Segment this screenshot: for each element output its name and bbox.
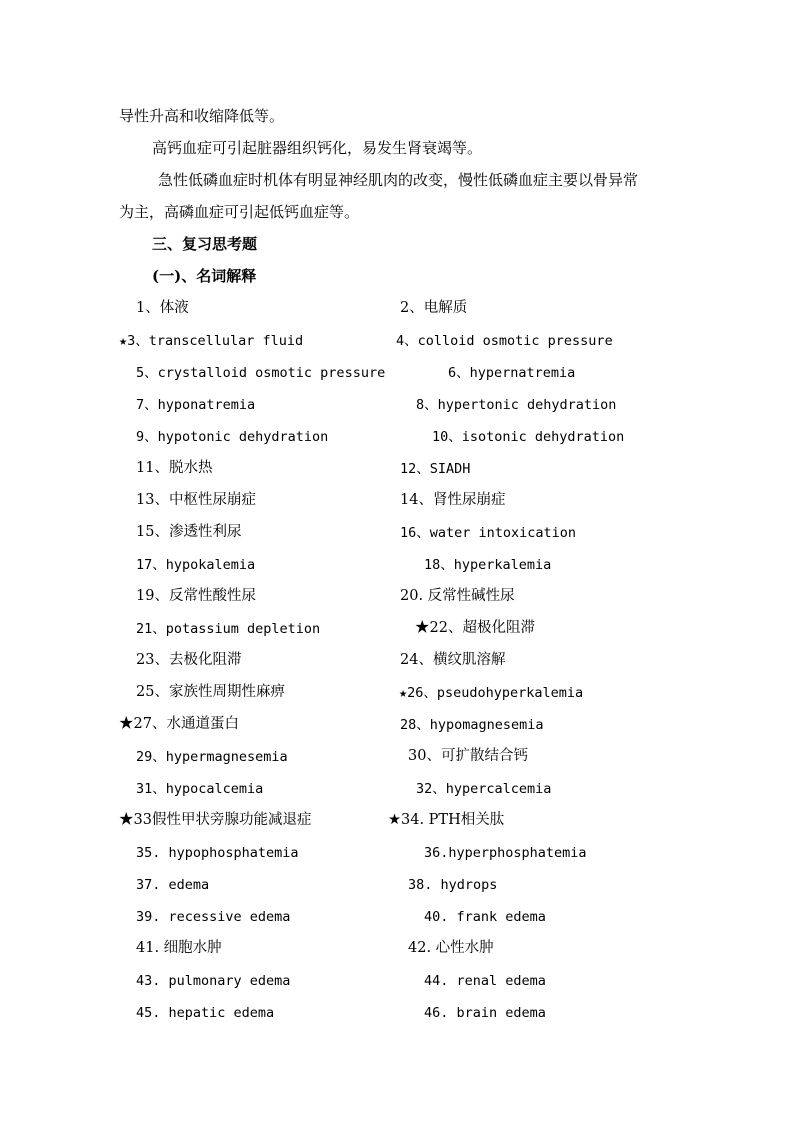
term-item: 38. hydrops [408,877,498,893]
term-item: 2、电解质 [400,300,468,316]
term-item: 31、hypocalcemia [136,781,264,797]
term-item: 43. pulmonary edema [136,973,291,989]
subsection-heading: (一)、名词解释 [152,267,257,285]
term-item: 40. frank edema [424,909,546,925]
term-item: 30、可扩散结合钙 [408,748,528,764]
term-item: 17、hypokalemia [136,557,256,573]
term-item: ★27、水通道蛋白 [119,716,239,732]
term-item: 8、hypertonic dehydration [416,397,617,413]
term-item: 37. edema [136,877,210,893]
term-item: ★34. PTH相关肽 [388,812,505,828]
paragraph-line: 急性低磷血症时机体有明显神经肌肉的改变，慢性低磷血症主要以骨异常 [158,171,639,189]
term-item: ★3、transcellular fluid [119,333,304,349]
paragraph-line: 高钙血症可引起脏器组织钙化，易发生肾衰竭等。 [152,139,483,157]
term-item: 35. hypophosphatemia [136,845,299,861]
paragraph-line: 为主，高磷血症可引起低钙血症等。 [119,203,360,221]
paragraph-line: 导性升高和收缩降低等。 [119,107,285,125]
term-item: 7、hyponatremia [136,397,256,413]
term-item: 39. recessive edema [136,909,291,925]
term-item: 5、crystalloid osmotic pressure [136,365,386,381]
term-item: 15、渗透性利尿 [136,524,242,540]
term-item: 6、hypernatremia [448,365,576,381]
term-item: 23、去极化阻滞 [136,652,242,668]
term-item: 16、water intoxication [400,525,577,541]
term-item: 32、hypercalcemia [416,781,552,797]
term-item: 36.hyperphosphatemia [424,845,587,861]
term-item: 4、colloid osmotic pressure [396,333,613,349]
term-item: 9、hypotonic dehydration [136,429,329,445]
term-item: 12、SIADH [400,461,471,477]
term-item: 14、肾性尿崩症 [400,492,506,508]
term-item: 19、反常性酸性尿 [136,588,256,604]
term-item: ★22、超极化阻滞 [415,620,535,636]
term-item: 20. 反常性碱性尿 [400,588,515,604]
term-item: 13、中枢性尿崩症 [136,492,256,508]
section-heading: 三、复习思考题 [152,235,258,253]
term-item: 44. renal edema [424,973,546,989]
term-item: 28、hypomagnesemia [400,717,544,733]
term-item: 11、脱水热 [136,460,213,476]
term-item: 42. 心性水肿 [408,940,494,956]
term-item: ★33假性甲状旁腺功能减退症 [119,812,312,828]
term-item: 46. brain edema [424,1005,546,1021]
term-item: 18、hyperkalemia [424,557,552,573]
term-item: 21、potassium depletion [136,621,321,637]
term-item: 29、hypermagnesemia [136,749,288,765]
term-item: 10、isotonic dehydration [432,429,625,445]
term-item: ★26、pseudohyperkalemia [399,685,584,701]
term-item: 41. 细胞水肿 [136,940,222,956]
term-item: 45. hepatic edema [136,1005,275,1021]
term-item: 24、横纹肌溶解 [400,652,506,668]
term-item: 1、体液 [136,300,189,316]
term-item: 25、家族性周期性麻痹 [136,684,285,700]
